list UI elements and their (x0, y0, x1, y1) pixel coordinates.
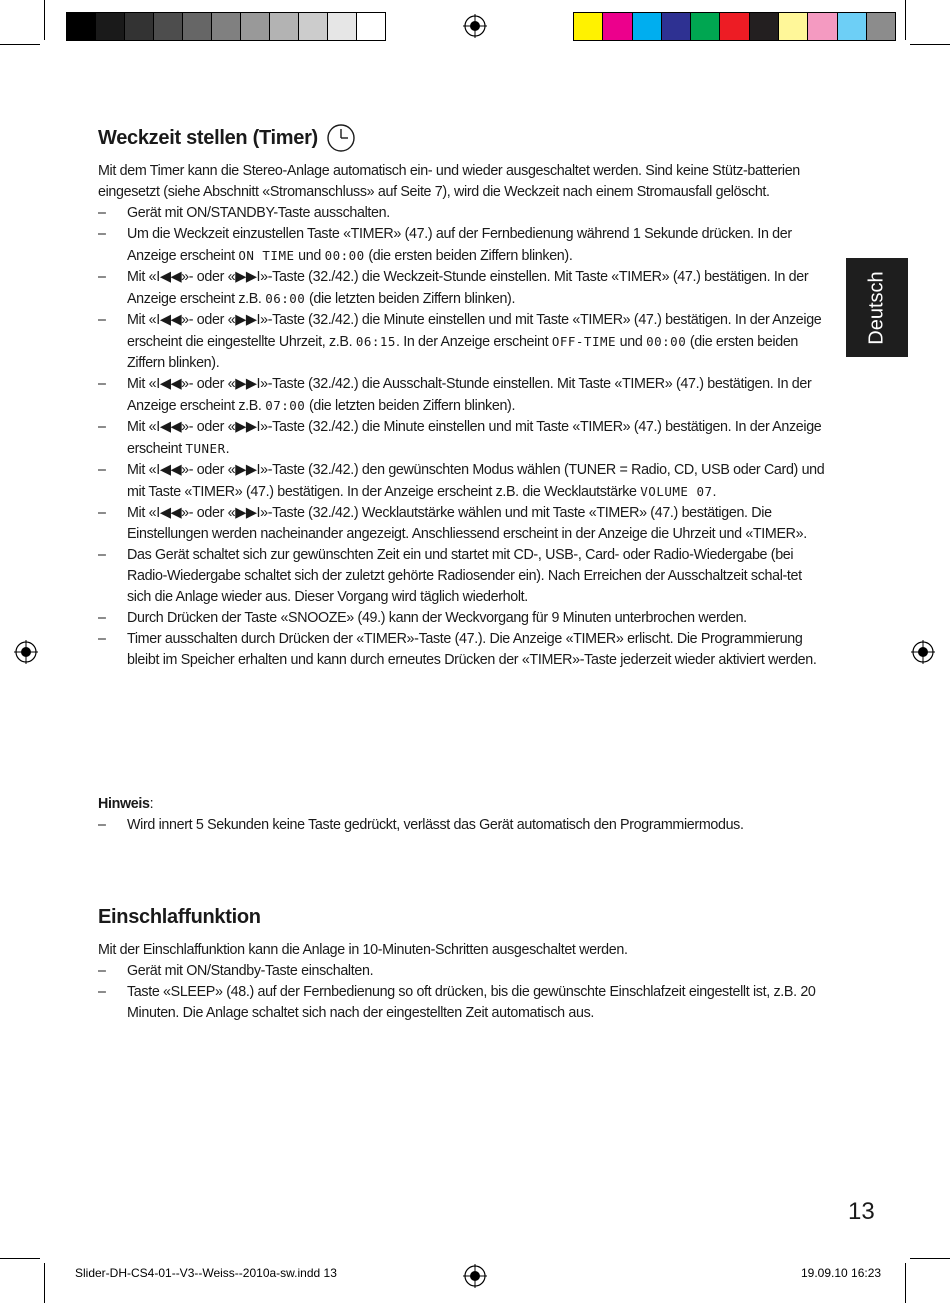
crop-mark (0, 1258, 40, 1259)
lcd-text: 00:00 (324, 248, 365, 263)
registration-mark-icon (14, 640, 38, 664)
list-item: – Gerät mit ON/STANDBY-Taste ausschalten. (98, 203, 828, 224)
sleep-intro: Mit der Einschlaffunktion kann die Anlage in 10-Minuten-Schritten ausgeschaltet werden. (98, 942, 628, 958)
language-tab (846, 258, 908, 357)
gray-swatch (183, 13, 212, 40)
color-swatch (720, 13, 749, 40)
color-swatch (691, 13, 720, 40)
lcd-text: 06:15 (355, 334, 396, 349)
list-item: – Mit «I◀◀»- oder «▶▶I»-Taste (32./42.) die Ausschalt-Stunde einstellen. Mit Taste «TIMER» (47.) bestätigen. In der Anzeige erscheint z.B. 07:00 (die letzten beiden Ziffern blinken). (98, 374, 828, 417)
gray-swatch (299, 13, 328, 40)
color-swatch (867, 13, 895, 40)
gray-swatch (241, 13, 270, 40)
color-swatch (779, 13, 808, 40)
color-swatch (603, 13, 632, 40)
gray-swatch (67, 13, 96, 40)
list-item: – Mit «I◀◀»- oder «▶▶I»-Taste (32./42.) die Minute einstellen und mit Taste «TIMER» (47.) bestätigen. In der Anzeige erscheint TUNER. (98, 417, 828, 460)
gray-swatch (270, 13, 299, 40)
note-list (98, 815, 828, 836)
gray-swatch (125, 13, 154, 40)
gray-swatch (154, 13, 183, 40)
list-item: – Wird innert 5 Sekunden keine Taste gedrückt, verlässt das Gerät automatisch den Programmiermodus. (98, 815, 828, 836)
color-swatch (808, 13, 837, 40)
lcd-text: ON TIME (238, 248, 295, 263)
list-item: – Gerät mit ON/Standby-Taste einschalten. (98, 961, 828, 982)
grayscale-bar (66, 12, 386, 41)
gray-swatch (96, 13, 125, 40)
page-number: 13 (848, 1198, 875, 1225)
color-swatch (838, 13, 867, 40)
lcd-text: 07:00 (265, 398, 306, 413)
lcd-text: 00:00 (646, 334, 687, 349)
sleep-section (98, 902, 828, 1024)
gray-swatch (357, 13, 385, 40)
sleep-steps (98, 961, 828, 1024)
crop-mark (905, 1263, 906, 1303)
registration-mark-icon (911, 640, 935, 664)
crop-mark (44, 0, 45, 40)
list-item: – Mit «I◀◀»- oder «▶▶I»-Taste (32./42.) den gewünschten Modus wählen (TUNER = Radio, CD, USB oder Card) und mit Taste «TIMER» (47.) bestätigen. In der Anzeige erscheint z.B. die Wecklautstärke VOLUME 07. (98, 460, 828, 503)
timer-section (98, 123, 828, 671)
crop-mark (910, 1258, 950, 1259)
sleep-section-title: Einschlaffunktion (98, 905, 261, 928)
color-swatch (633, 13, 662, 40)
lcd-text: 06:00 (265, 291, 306, 306)
crop-mark (44, 1263, 45, 1303)
list-item: – Mit «I◀◀»- oder «▶▶I»-Taste (32./42.) die Weckzeit-Stunde einstellen. Mit Taste «TIMER» (47.) bestätigen. In der Anzeige erscheint z.B. 06:00 (die letzten beiden Ziffern blinken). (98, 267, 828, 310)
gray-swatch (212, 13, 241, 40)
list-item: – Taste «SLEEP» (48.) auf der Fernbedienung so oft drücken, bis die gewünschte Einschlafzeit eingestellt ist, z.B. 20 Minuten. Die Anlage schaltet sich nach der eingestellten Zeit automatisch aus. (98, 982, 828, 1024)
registration-mark-icon (463, 1264, 487, 1288)
color-swatch (662, 13, 691, 40)
timer-section-title: Weckzeit stellen (Timer) (98, 123, 828, 153)
registration-mark-icon (463, 14, 487, 38)
lcd-text: VOLUME 07 (640, 484, 713, 499)
crop-mark (905, 0, 906, 40)
crop-mark (0, 44, 40, 45)
list-item: – Das Gerät schaltet sich zur gewünschten Zeit ein und startet mit CD-, USB-, Card- oder Radio-Wiedergabe (bei Radio-Wiedergabe schaltet sich der zuletzt gehörte Radiosender ein). Nach Erreichen der Ausschaltzeit schal-tet sich die Anlage wieder aus. Dieser Vorgang wird täglich wiederholt. (98, 545, 828, 608)
list-item: – Mit «I◀◀»- oder «▶▶I»-Taste (32./42.) Wecklautstärke wählen und mit Taste «TIMER» (47.) bestätigen. Die Einstellungen werden nacheinander angezeigt. Anschliessend erscheint in der Anzeige die Uhrzeit und «TIMER». (98, 503, 828, 545)
list-item: – Mit «I◀◀»- oder «▶▶I»-Taste (32./42.) die Minute einstellen und mit Taste «TIMER» (47.) bestätigen. In der Anzeige erscheint die eingestellte Uhrzeit, z.B. 06:15. In der Anzeige erscheint OFF-TIME und 00:00 (die ersten beiden Ziffern blinken). (98, 310, 828, 374)
note-heading: Hinweis: (98, 796, 154, 812)
lcd-text: TUNER (185, 441, 226, 456)
gray-swatch (328, 13, 357, 40)
language-tab-label: Deutsch (865, 270, 888, 345)
color-swatch (750, 13, 779, 40)
list-item: – Durch Drücken der Taste «SNOOZE» (49.) kann der Weckvorgang für 9 Minuten unterbrochen werden. (98, 608, 828, 629)
color-swatch (574, 13, 603, 40)
timer-intro: Mit dem Timer kann die Stereo-Anlage automatisch ein- und wieder ausgeschaltet werden. Sind keine Stütz-batterien eingesetzt (siehe Abschnitt «Stromanschluss» auf Seite 7), wird die Weckzeit nach einem Stromausfall gelöscht. (98, 163, 800, 200)
list-item: – Um die Weckzeit einzustellen Taste «TIMER» (47.) auf der Fernbedienung während 1 Sekunde drücken. In der Anzeige erscheint ON TIME und 00:00 (die ersten beiden Ziffern blinken). (98, 224, 828, 267)
note-section (98, 794, 828, 836)
lcd-text: OFF-TIME (551, 334, 617, 349)
crop-mark (910, 44, 950, 45)
slug-filename: Slider-DH-CS4-01--V3--Weiss--2010a-sw.indd 13 (75, 1266, 337, 1280)
clock-icon (326, 123, 356, 153)
timer-steps (98, 203, 828, 671)
list-item: – Timer ausschalten durch Drücken der «TIMER»-Taste (47.). Die Anzeige «TIMER» erlischt. Die Programmierung bleibt im Speicher erhalten und kann durch erneutes Drücken der «TIMER»-Taste jederzeit wieder aktiviert werden. (98, 629, 828, 671)
slug-date: 19.09.10 16:23 (801, 1266, 882, 1280)
color-bar (573, 12, 896, 41)
